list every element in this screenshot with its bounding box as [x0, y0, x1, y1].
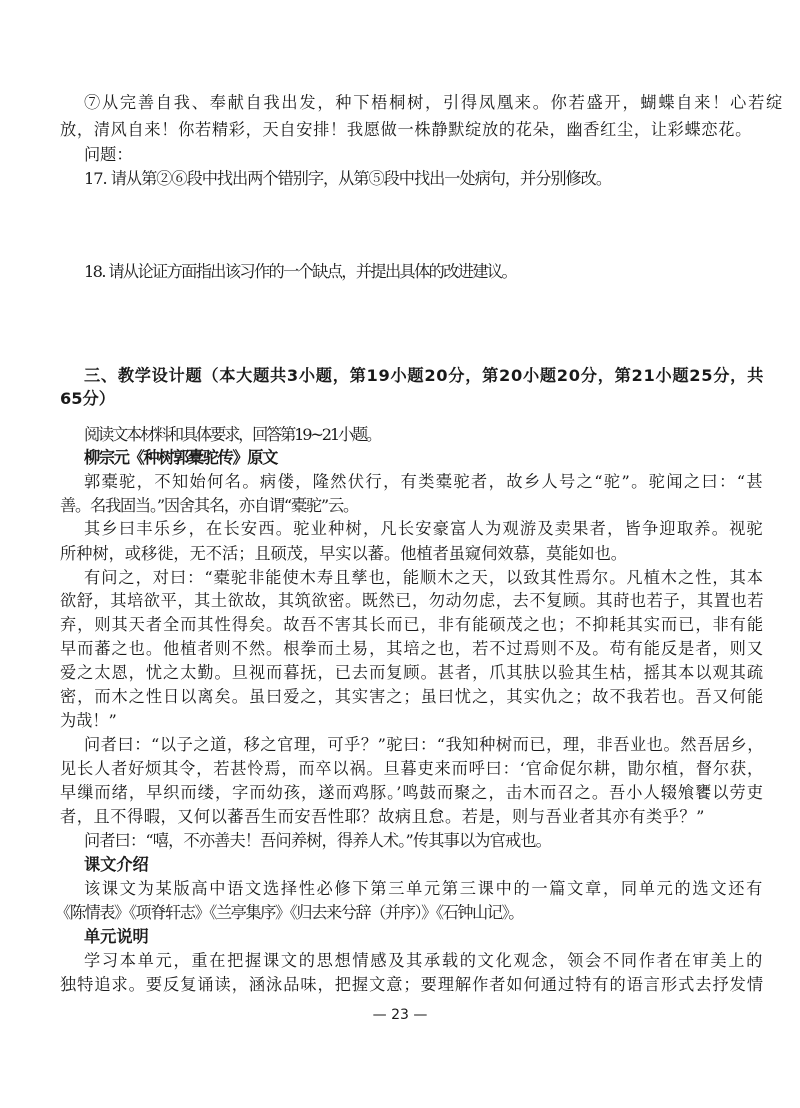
- source-line-13: 见长人者好烦其令，若甚怜焉，而卒以祸。旦暮吏来而呼曰：‘官命促尔耕，勖尔植，督尔获，: [60, 759, 764, 778]
- source-line-6: 欲舒，其培欲平，其土欲故，其筑欲密。既然已，勿动勿虑，去不复顾。其莳也若子，其置也若: [60, 591, 764, 610]
- source-line-3: 其乡曰丰乐乡，在长安西。驼业种树，凡长安豪富人为观游及卖果者，皆争迎取养。视驼: [84, 519, 764, 538]
- lesson-intro-title: 课文介绍: [84, 855, 149, 874]
- question-18: 18. 请从论证方面指出该习作的一个缺点，并提出具体的改进建议。: [84, 262, 516, 281]
- source-line-7: 弃，则其天者全而其性得矣。故吾不害其长而已，非有能硕茂之也；不抑耗其实而已，非有能: [60, 615, 764, 634]
- source-line-8: 早而蕃之也。他植者则不然。根拳而土易，其培之也，若不过焉则不及。苟有能反是者，则又: [60, 639, 764, 658]
- source-line-10: 密，而木之性日以离矣。虽曰爱之，其实害之；虽曰忧之，其实仇之；故不我若也。吾又何能: [60, 687, 764, 706]
- section-3-heading-line-1: 三、教学设计题（本大题共3小题，第19小题20分，第20小题20分，第21小题25分，共: [84, 366, 764, 385]
- source-text-title: 柳宗元《种树郭橐驼传》原文: [84, 448, 277, 467]
- source-line-11: 为哉！”: [60, 711, 117, 730]
- para7-line-1: ⑦从完善自我、奉献自我出发，种下梧桐树，引得凤凰来。你若盛开，蝴蝶自来！心若绽: [84, 93, 784, 112]
- source-line-4: 所种树，或移徙，无不活；且硕茂，早实以蕃。他植者虽窥伺效慕，莫能如也。: [60, 544, 627, 563]
- source-line-16: 问者曰：“嘻，不亦善夫！吾问养树，得养人术。”传其事以为官戒也。: [84, 831, 551, 850]
- questions-label: 问题：: [84, 145, 133, 164]
- lesson-intro-line-2: 《陈情表》《项脊轩志》《兰亭集序》《归去来兮辞（并序）》《石钟山记》。: [55, 903, 523, 922]
- lesson-intro-line-1: 该课文为某版高中语文选择性必修下第三单元第三课中的一篇文章，同单元的选文还有: [84, 879, 764, 898]
- para7-line-2: 放，清风自来！你若精彩，天自安排！我愿做一株静默绽放的花朵，幽香红尘，让彩蝶恋花。: [60, 120, 752, 139]
- page-number: — 23 —: [372, 1007, 428, 1023]
- source-line-9: 爱之太恩，忧之太勤。旦视而暮抚，已去而复顾。甚者，爪其肤以验其生枯，摇其本以观其疏: [60, 663, 764, 682]
- section-3-heading-line-2: 65分）: [60, 389, 115, 408]
- source-line-14: 早缫而绪，早织而缕，字而幼孩，遂而鸡豚。’鸣鼓而聚之，击木而召之。吾小人辍飧饔以劳吏: [60, 783, 764, 802]
- question-17: 17. 请从第②⑥段中找出两个错别字，从第⑤段中找出一处病句，并分别修改。: [84, 169, 611, 188]
- source-line-15: 者，且不得暇，又何以蕃吾生而安吾性耶？故病且怠。若是，则与吾业者其亦有类乎？”: [60, 807, 705, 826]
- source-line-12: 问者曰：“以子之道，移之官理，可乎？”驼曰：“我知种树而已，理，非吾业也。然吾居乡，: [84, 735, 764, 754]
- unit-desc-line-2: 独特追求。要反复诵读，涵泳品味，把握文意；要理解作者如何通过特有的语言形式去抒发情: [60, 975, 764, 994]
- unit-desc-title: 单元说明: [84, 927, 149, 946]
- section-3-intro: 阅读文本材料和具体要求，回答第19~21小题。: [84, 425, 380, 444]
- source-line-1: 郭橐驼，不知始何名。病偻，隆然伏行，有类橐驼者，故乡人号之“驼”。驼闻之曰：“甚: [84, 472, 764, 491]
- source-line-5: 有问之，对曰：“橐驼非能使木寿且孳也，能顺木之天，以致其性焉尔。凡植木之性，其本: [84, 568, 764, 587]
- source-line-2: 善。名我固当。”因舍其名，亦自谓“橐驼”云。: [60, 496, 358, 515]
- unit-desc-line-1: 学习本单元，重在把握课文的思想情感及其承载的文化观念，领会不同作者在审美上的: [84, 951, 764, 970]
